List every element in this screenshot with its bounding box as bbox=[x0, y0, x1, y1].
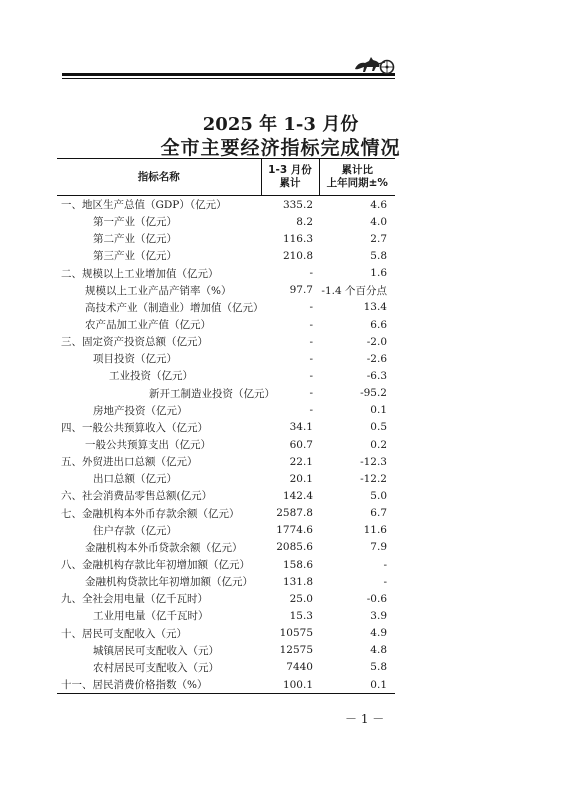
cumulative-value-cell: 210.8 bbox=[282, 249, 313, 262]
table-row bbox=[57, 350, 395, 367]
indicator-name-cell: 金融机构本外币贷款余额（亿元） bbox=[85, 541, 243, 554]
indicator-name-cell: 八、金融机构存款比年初增加额（亿元） bbox=[61, 559, 250, 572]
yoy-change-cell: 6.7 bbox=[370, 507, 387, 520]
indicator-name-cell: 城镇居民可支配收入（元） bbox=[93, 644, 219, 657]
table-row bbox=[57, 659, 395, 676]
indicator-name-cell: 工业用电量（亿千瓦时） bbox=[93, 610, 209, 623]
indicator-name-cell: 一般公共预算支出（亿元） bbox=[85, 439, 211, 452]
indicator-name-cell: 五、外贸进出口总额（亿元） bbox=[61, 456, 198, 469]
table-row bbox=[57, 282, 395, 299]
table-row bbox=[57, 556, 395, 573]
cumulative-value-cell: 131.8 bbox=[282, 575, 313, 588]
yoy-change-cell: -1.4 个百分点 bbox=[321, 284, 387, 297]
table-row bbox=[57, 642, 395, 659]
cumulative-value-cell: - bbox=[309, 267, 313, 280]
indicator-name-cell: 七、金融机构本外币存款余额（亿元） bbox=[61, 507, 240, 520]
horse-cart-emblem-icon bbox=[352, 52, 396, 78]
table-row bbox=[57, 213, 395, 230]
table-row bbox=[57, 367, 395, 384]
cumulative-value-cell: 116.3 bbox=[282, 232, 313, 245]
indicator-table bbox=[57, 158, 395, 694]
yoy-change-cell: 5.8 bbox=[370, 661, 387, 674]
cumulative-value-cell: - bbox=[309, 318, 313, 331]
table-row bbox=[57, 522, 395, 539]
indicator-name-cell: 一、地区生产总值（GDP）（亿元） bbox=[61, 199, 227, 212]
indicator-name-cell: 工业投资（亿元） bbox=[109, 370, 193, 383]
cumulative-value-cell: 100.1 bbox=[261, 676, 319, 694]
yoy-change-cell: 0.5 bbox=[370, 421, 387, 434]
indicator-name-cell: 十一、居民消费价格指数（%） bbox=[57, 676, 261, 694]
table-row bbox=[57, 265, 395, 282]
yoy-change-cell: 11.6 bbox=[363, 524, 387, 537]
yoy-change-cell: 4.0 bbox=[370, 215, 387, 228]
table-row bbox=[57, 333, 395, 350]
header-indicator-name: 指标名称 bbox=[57, 159, 261, 196]
yoy-change-cell: 1.6 bbox=[370, 267, 387, 280]
table-row bbox=[57, 470, 395, 487]
cumulative-value-cell: 15.3 bbox=[289, 609, 313, 622]
cumulative-value-cell: 22.1 bbox=[289, 455, 313, 468]
cumulative-value-cell: - bbox=[309, 352, 313, 365]
indicator-name-cell: 新开工制造业投资（亿元） bbox=[149, 387, 275, 400]
table-row bbox=[57, 385, 395, 402]
cumulative-value-cell: - bbox=[309, 335, 313, 348]
yoy-change-cell: 4.8 bbox=[370, 644, 387, 657]
cumulative-value-cell: 1774.6 bbox=[276, 524, 313, 537]
cumulative-value-cell: 158.6 bbox=[282, 558, 313, 571]
indicator-name-cell: 第二产业（亿元） bbox=[93, 233, 177, 246]
cumulative-value-cell: 10575 bbox=[279, 627, 313, 640]
table-row bbox=[57, 625, 395, 642]
table-row bbox=[57, 505, 395, 522]
cumulative-value-cell: 60.7 bbox=[289, 438, 313, 451]
header-cumulative-line1: 1-3 月份 bbox=[268, 164, 312, 176]
table-row bbox=[57, 402, 395, 419]
cumulative-value-cell: - bbox=[309, 387, 313, 400]
indicator-name-cell: 十、居民可支配收入（元） bbox=[61, 627, 187, 640]
header-change-line1: 累计比 bbox=[341, 164, 373, 176]
indicator-name-cell: 二、规模以上工业增加值（亿元） bbox=[61, 267, 219, 280]
yoy-change-cell: -2.6 bbox=[366, 352, 387, 365]
header-cumulative-line2: 累计 bbox=[279, 177, 301, 189]
yoy-change-cell: 0.1 bbox=[319, 676, 395, 694]
cumulative-value-cell: 34.1 bbox=[289, 421, 313, 434]
indicator-name-cell: 第一产业（亿元） bbox=[93, 216, 177, 229]
yoy-change-cell: 7.9 bbox=[370, 541, 387, 554]
cumulative-value-cell: 12575 bbox=[279, 644, 313, 657]
cumulative-value-cell: 2085.6 bbox=[276, 541, 313, 554]
indicator-name-cell: 金融机构贷款比年初增加额（亿元） bbox=[85, 576, 253, 589]
table-row bbox=[57, 607, 395, 624]
yoy-change-cell: 3.9 bbox=[370, 609, 387, 622]
yoy-change-cell: 5.8 bbox=[370, 249, 387, 262]
table-row bbox=[57, 316, 395, 333]
table-row bbox=[57, 230, 395, 247]
table-row bbox=[57, 539, 395, 556]
yoy-change-cell: 0.1 bbox=[370, 404, 387, 417]
header-rule-thin bbox=[62, 78, 395, 79]
cumulative-value-cell: 335.2 bbox=[282, 198, 313, 211]
indicator-name-cell: 六、社会消费品零售总额(亿元） bbox=[61, 490, 213, 503]
indicator-name-cell: 项目投资（亿元） bbox=[93, 353, 177, 366]
yoy-change-cell: -6.3 bbox=[366, 369, 387, 382]
header-change-line2: 上年同期±% bbox=[326, 177, 388, 189]
cumulative-value-cell: 142.4 bbox=[282, 489, 313, 502]
header-cumulative bbox=[261, 159, 319, 196]
yoy-change-cell: -0.6 bbox=[366, 592, 387, 605]
indicator-name-cell: 九、全社会用电量（亿千瓦时） bbox=[61, 593, 208, 606]
yoy-change-cell: - bbox=[383, 575, 387, 588]
table-row bbox=[57, 590, 395, 607]
yoy-change-cell: 5.0 bbox=[370, 489, 387, 502]
table-row bbox=[57, 247, 395, 264]
page-number: － 1 － bbox=[345, 712, 385, 726]
yoy-change-cell: 0.2 bbox=[370, 438, 387, 451]
yoy-change-cell: 2.7 bbox=[370, 232, 387, 245]
table-row bbox=[57, 573, 395, 590]
report-period-title: 2025 年 1-3 月份 bbox=[202, 114, 359, 135]
yoy-change-cell: - bbox=[383, 558, 387, 571]
table-row bbox=[57, 419, 395, 436]
indicator-name-cell: 房地产投资（亿元） bbox=[93, 404, 188, 417]
yoy-change-cell: -95.2 bbox=[360, 387, 387, 400]
cumulative-value-cell: - bbox=[309, 404, 313, 417]
yoy-change-cell: 4.9 bbox=[370, 627, 387, 640]
cumulative-value-cell: 8.2 bbox=[296, 215, 313, 228]
yoy-change-cell: -12.3 bbox=[360, 455, 387, 468]
indicator-name-cell: 第三产业（亿元） bbox=[93, 250, 177, 263]
indicator-name-cell: 出口总额（亿元） bbox=[93, 473, 177, 486]
yoy-change-cell: -12.2 bbox=[360, 472, 387, 485]
cumulative-value-cell: - bbox=[309, 369, 313, 382]
yoy-change-cell: 6.6 bbox=[370, 318, 387, 331]
indicator-name-cell: 高技术产业（制造业）增加值（亿元） bbox=[85, 301, 264, 314]
indicator-name-cell: 规模以上工业产品产销率（%） bbox=[85, 284, 232, 297]
cumulative-value-cell: 2587.8 bbox=[276, 507, 313, 520]
table-row bbox=[57, 676, 395, 694]
table-row bbox=[57, 453, 395, 470]
table-row bbox=[57, 196, 395, 214]
cumulative-value-cell: 20.1 bbox=[289, 472, 313, 485]
cumulative-value-cell: - bbox=[309, 301, 313, 314]
yoy-change-cell: -2.0 bbox=[366, 335, 387, 348]
indicator-name-cell: 四、一般公共预算收入（亿元） bbox=[61, 421, 208, 434]
indicator-name-cell: 三、固定资产投资总额（亿元） bbox=[61, 336, 208, 349]
indicator-name-cell: 农村居民可支配收入（元） bbox=[93, 661, 219, 674]
yoy-change-cell: 4.6 bbox=[370, 198, 387, 211]
cumulative-value-cell: 25.0 bbox=[289, 592, 313, 605]
yoy-change-cell: 13.4 bbox=[363, 301, 387, 314]
report-main-title: 全市主要经济指标完成情况 bbox=[160, 137, 401, 159]
table-header-row bbox=[57, 159, 395, 196]
cumulative-value-cell: 97.7 bbox=[289, 284, 313, 297]
cumulative-value-cell: 7440 bbox=[286, 661, 313, 674]
header-change bbox=[319, 159, 395, 196]
indicator-name-cell: 农产品加工业产值（亿元） bbox=[85, 319, 211, 332]
indicator-name-cell: 住户存款（亿元） bbox=[93, 524, 177, 537]
table-row bbox=[57, 487, 395, 504]
table-row bbox=[57, 436, 395, 453]
header-rule-thick bbox=[62, 73, 395, 76]
table-row bbox=[57, 299, 395, 316]
